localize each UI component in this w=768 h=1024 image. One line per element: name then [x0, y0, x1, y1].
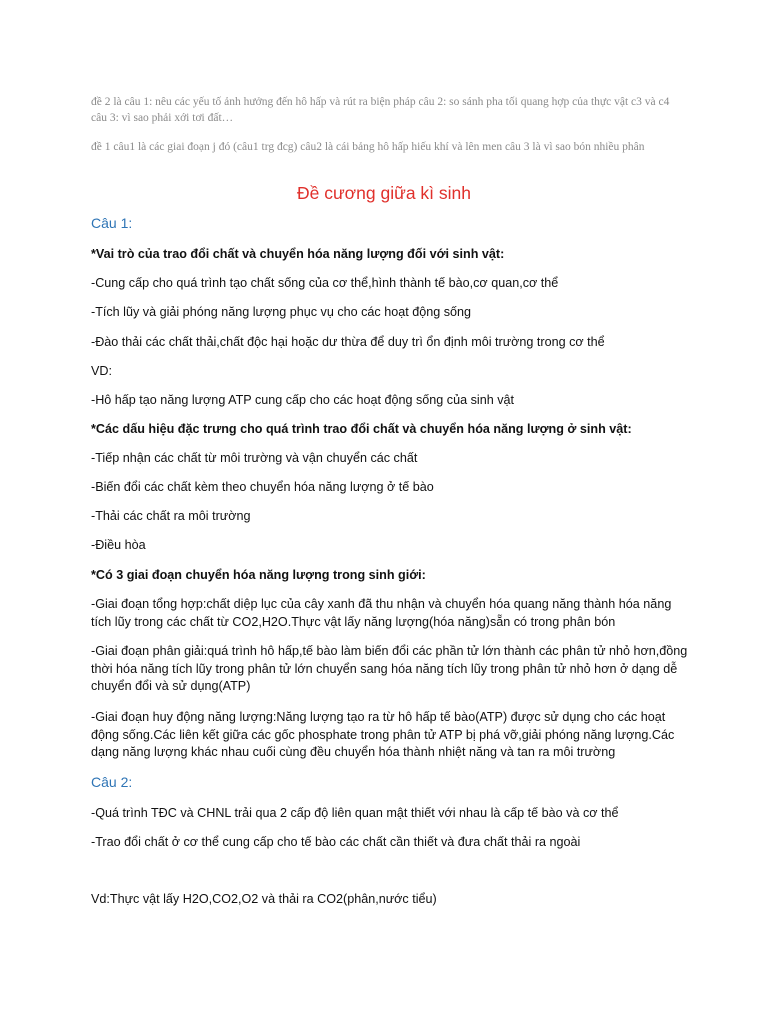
section-title-giai-doan: *Có 3 giai đoạn chuyển hóa năng lượng trong sinh giới:: [91, 568, 426, 582]
list-item: -Đào thải các chất thải,chất độc hại hoặc dư thừa để duy trì ổn định môi trường trong cơ thể: [91, 335, 605, 349]
list-item: -Giai đoạn tổng hợp:chất diệp lục của cây xanh đã thu nhận và chuyển hóa quang năng thành hóa năng tích lũy trong các chất từ CO2,H2O.Thực vật lấy năng lượng(hóa năng)sẵn có trong phân bón: [91, 597, 672, 629]
list-item: -Tích lũy và giải phóng năng lượng phục vụ cho các hoạt động sống: [91, 305, 472, 319]
section-title-dau-hieu: *Các dấu hiệu đặc trưng cho quá trình trao đổi chất và chuyển hóa năng lượng ở sinh vật:: [91, 422, 632, 436]
heading-cau-1: Câu 1:: [91, 215, 133, 231]
list-item: -Trao đổi chất ở cơ thể cung cấp cho tế bào các chất cần thiết và đưa chất thải ra ngoài: [91, 835, 581, 849]
list-item: -Điều hòa: [91, 538, 146, 552]
list-item: -Giai đoạn huy động năng lượng:Năng lượng tạo ra từ hô hấp tế bào(ATP) được sử dụng cho các hoạt động sống.Các liên kết giữa các gốc phosphate trong phân tử ATP bị phá vỡ,giải phóng năng lượng.Các dạng năng lượng khác nhau cuối cùng đều chuyển hóa thành nhiệt năng và tan ra môi trường: [91, 710, 675, 759]
list-item: -Cung cấp cho quá trình tạo chất sống của cơ thể,hình thành tế bào,cơ quan,cơ thể: [91, 276, 559, 290]
list-item: -Quá trình TĐC và CHNL trải qua 2 cấp độ liên quan mật thiết với nhau là cấp tế bào và cơ thể: [91, 806, 619, 820]
comment-note-de-2: đề 2 là câu 1: nêu các yếu tố ảnh hưởng đến hô hấp và rút ra biện pháp câu 2: so sánh pha tối quang hợp của thực vật c3 và c4 câu 3: vì sao phải xới tơi đất…: [91, 96, 670, 124]
section-title-vai-tro: *Vai trò của trao đổi chất và chuyển hóa năng lượng đối với sinh vật:: [91, 247, 505, 261]
vd-label: VD:: [91, 364, 112, 378]
heading-cau-2: Câu 2:: [91, 774, 133, 790]
comment-note-de-1: đề 1 câu1 là các giai đoạn j đó (câu1 trg đcg) câu2 là cái bảng hô hấp hiếu khí và lên men câu 3 là vì sao bón nhiều phân: [91, 141, 645, 153]
document-title: Đề cương giữa kì sinh: [296, 183, 471, 203]
list-item: -Giai đoạn phân giải:quá trình hô hấp,tế bào làm biến đổi các phần tử lớn thành các phân tử nhỏ hơn,đồng thời hóa năng tích lũy trong phân tử lớn chuyển sang hóa năng tích lũy trong phân tử nhỏ hơn ở dạng dễ chuyển đổi và sử dụng(ATP): [91, 644, 688, 693]
example-line: Vd:Thực vật lấy H2O,CO2,O2 và thải ra CO2(phân,nước tiểu): [91, 892, 437, 906]
list-item: -Hô hấp tạo năng lượng ATP cung cấp cho các hoạt động sống của sinh vật: [91, 393, 515, 407]
list-item: -Biến đổi các chất kèm theo chuyển hóa năng lượng ở tế bào: [91, 480, 434, 494]
list-item: -Tiếp nhận các chất từ môi trường và vận chuyển các chất: [91, 451, 418, 465]
list-item: -Thải các chất ra môi trường: [91, 509, 251, 523]
